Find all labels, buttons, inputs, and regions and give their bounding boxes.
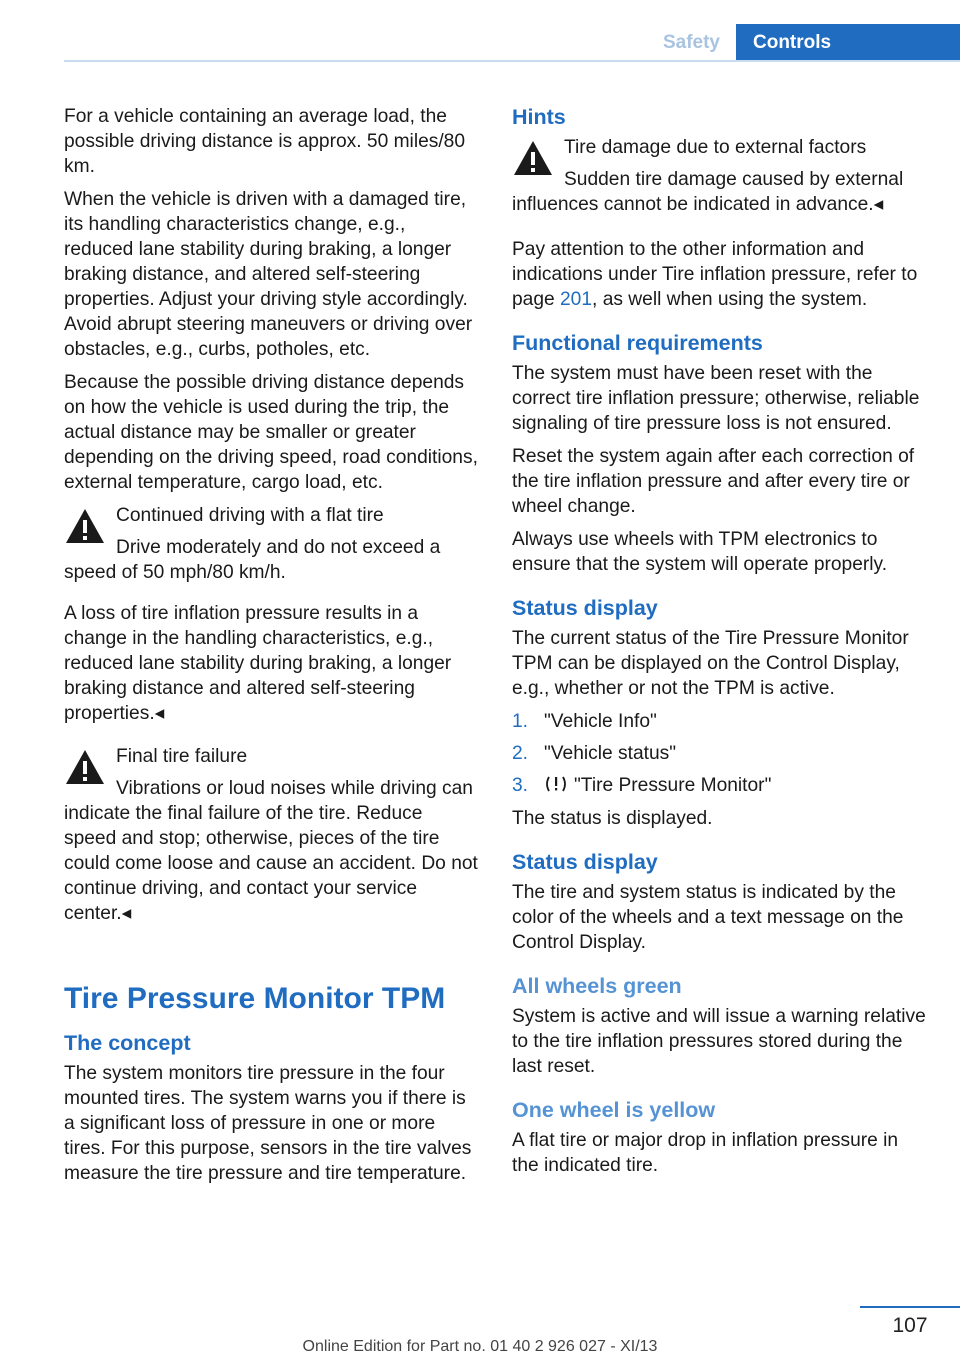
right-column: [512, 104, 928, 1186]
warning-title: Final tire failure: [116, 746, 248, 767]
footer-edition: Online Edition for Part no. 01 40 2 926 027 - XI/13: [302, 1338, 658, 1355]
paragraph-concept: The system monitors tire pressure in the four mounted tires. The system warns you if there is a significant loss of pressure in one or more tires. For this purpose, sensors in the tire valves measure the tire pressure and tire temperature.: [64, 1063, 472, 1184]
subheading-status-display: Status display: [512, 596, 658, 620]
warning-triangle-icon: [64, 748, 106, 786]
header-rule: [64, 60, 960, 62]
subheading-functional-requirements: Functional requirements: [512, 331, 763, 355]
warning-title: Continued driving with a flat tire: [116, 505, 384, 526]
tpm-indicator-icon: [544, 774, 568, 794]
hint-text-end: , as well when using the system.: [592, 289, 868, 310]
warning-body: Vibrations or loud noises while driving can indicate the final failure of the tire. Reduce speed and stop; otherwise, pieces of the tire could come loose and cause an accident. Do not continue driving, and contact your service center.◂: [64, 778, 478, 924]
paragraph-distance-dependency: Because the possible driving distance depends on how the vehicle is used during the trip, the actual distance may be smaller or greater depending on the driving speed, road conditions, external temperature, cargo load, etc.: [64, 372, 478, 493]
subheading-hints: Hints: [512, 105, 566, 129]
step-text: "Vehicle status": [544, 743, 677, 764]
footer-rule: [860, 1306, 960, 1308]
list-item: [512, 709, 928, 734]
page-number: 107: [892, 1314, 928, 1337]
menu-steps-list: [512, 709, 928, 798]
paragraph-yellow: A flat tire or major drop in inflation pressure in the indicated tire.: [512, 1130, 899, 1176]
step-number: 1.: [512, 711, 529, 732]
warning-body: Drive moderately and do not exceed a speed of 50 mph/80 km/h.: [64, 537, 441, 583]
left-column: [64, 104, 478, 1194]
paragraph-green: System is active and will issue a warning relative to the tire inflation pressures stored during the last reset.: [512, 1006, 926, 1077]
list-item: [512, 741, 928, 766]
paragraph-reset-requirement: The system must have been reset with the correct tire inflation pressure; otherwise, reliable signaling of tire pressure loss is not ensured.: [512, 363, 920, 434]
step-text: "Tire Pressure Monitor": [574, 775, 772, 796]
warning-triangle-icon: [512, 139, 554, 177]
step-number: 3.: [512, 775, 529, 796]
list-item: [512, 773, 928, 798]
paragraph-damaged-tire: When the vehicle is driven with a damaged tire, its handling characteristics change, e.g., reduced lane stability during braking, a longer braking distance, and altered self-steering properties. Adjust your driving style accordingly. Avoid abrupt steering maneuvers or driving over obstacles, e.g., curbs, potholes, etc.: [64, 189, 473, 360]
warning-final-failure: [64, 744, 478, 934]
warning-flat-tire: [64, 503, 478, 593]
subheading-all-wheels-green: All wheels green: [512, 974, 682, 998]
subheading-concept: The concept: [64, 1031, 191, 1055]
section-heading-tpm: Tire Pressure Monitor TPM: [64, 982, 446, 1015]
paragraph-reset-again: Reset the system again after each correction of the tire inflation pressure and after every tire or wheel change.: [512, 446, 915, 517]
paragraph-status-colors: The tire and system status is indicated by the color of the wheels and a text message on the Control Display.: [512, 882, 904, 953]
paragraph-hint-reference: [512, 237, 928, 312]
paragraph-driving-distance: For a vehicle containing an average load, the possible driving distance is approx. 50 miles/80 km.: [64, 106, 466, 177]
warning-triangle-icon: [64, 507, 106, 545]
step-number: 2.: [512, 743, 529, 764]
step-content: [544, 773, 771, 798]
tab-controls: Controls: [736, 24, 960, 62]
paragraph-pressure-loss: A loss of tire inflation pressure results in a change in the handling characteristics, e.g., reduced lane stability during braking, a longer braking distance and altered self-steering properties.◂: [64, 603, 452, 724]
hint-text: Pay attention to the other information and indications under Tire inflation pressure, refer to page: [512, 239, 918, 310]
paragraph-status-current: The current status of the Tire Pressure Monitor TPM can be displayed on the Control Display, e.g., whether or not the TPM is active.: [512, 628, 909, 699]
tab-safety: Safety: [662, 32, 720, 53]
paragraph-status-displayed: The status is displayed.: [512, 808, 713, 829]
warning-external-damage: [512, 135, 928, 225]
warning-body: Sudden tire damage caused by external influences cannot be indicated in advance.◂: [512, 169, 904, 215]
step-text: "Vehicle Info": [544, 711, 657, 732]
page-reference-link[interactable]: 201: [560, 289, 593, 310]
warning-title: Tire damage due to external factors: [564, 137, 867, 158]
paragraph-tpm-wheels: Always use wheels with TPM electronics to ensure that the system will operate properly.: [512, 529, 888, 575]
subheading-status-display-2: Status display: [512, 850, 658, 874]
subheading-one-wheel-yellow: One wheel is yellow: [512, 1098, 716, 1122]
